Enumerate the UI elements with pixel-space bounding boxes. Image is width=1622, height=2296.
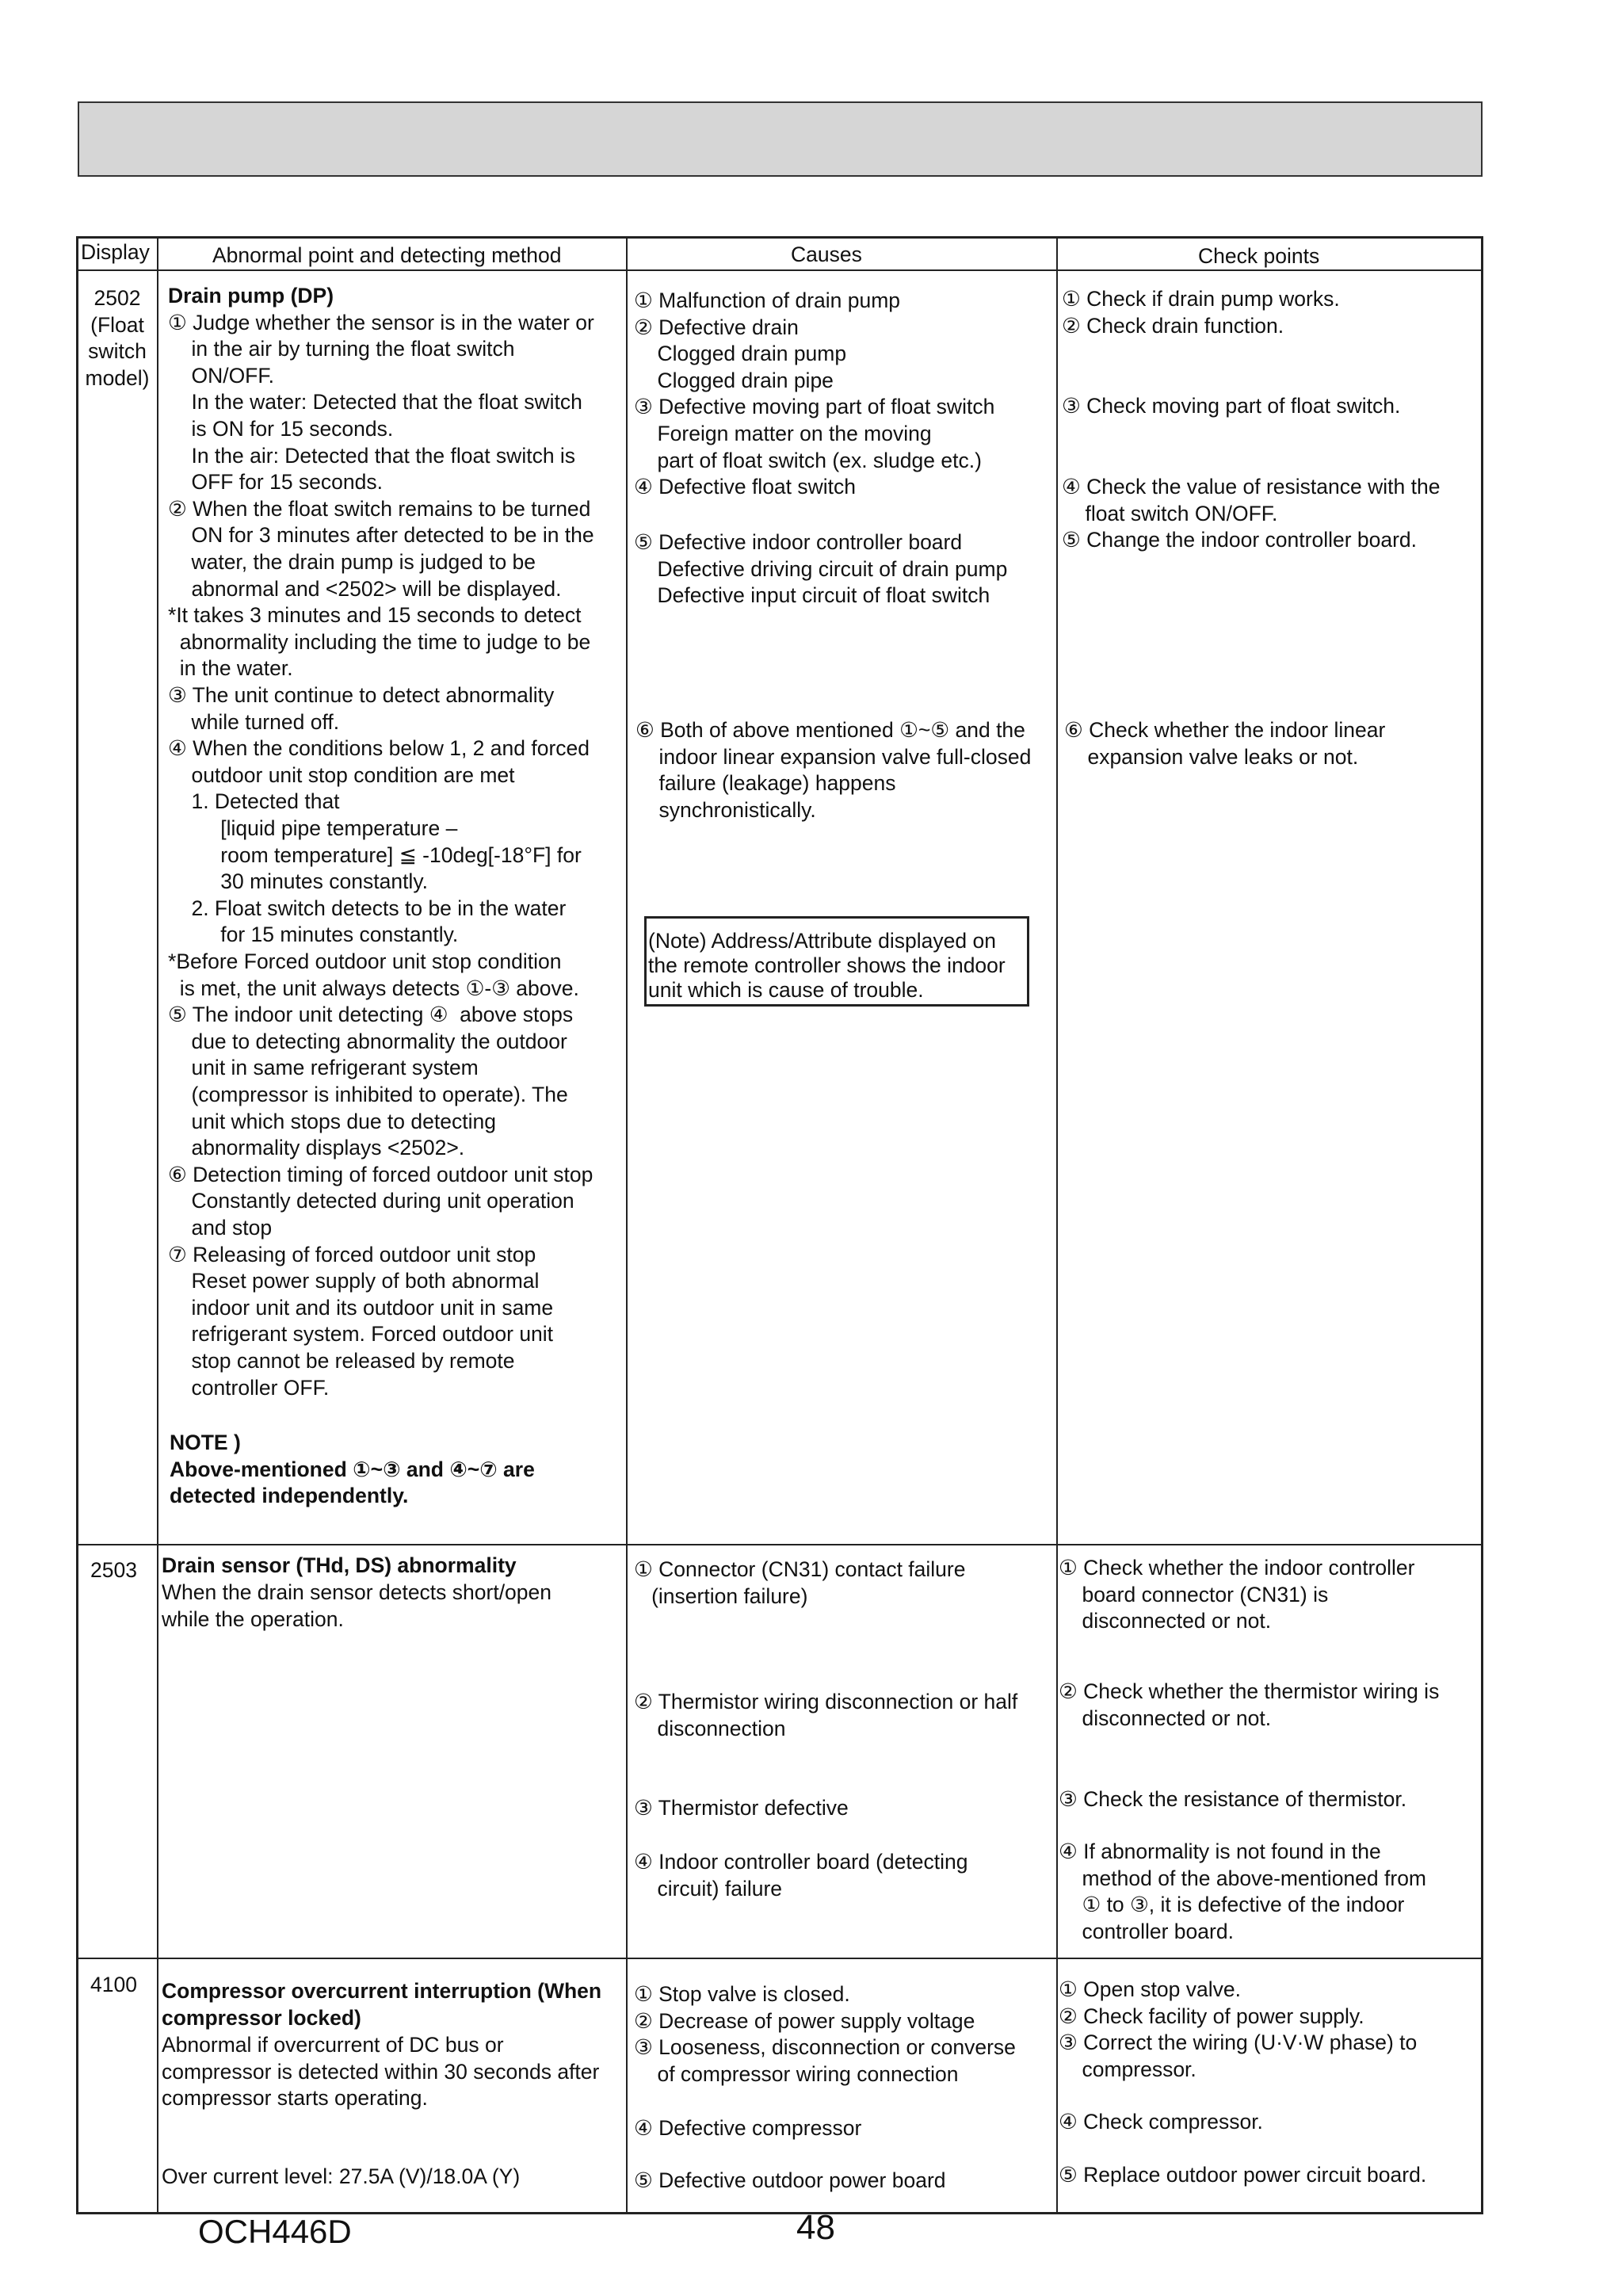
row-2502-check-d-line: expansion valve leaks or not. <box>1064 744 1359 769</box>
row-2502-abnormal-line: ON/OFF. <box>168 363 274 388</box>
row-2502-abnormal-line: is met, the unit always detects ①-③ above. <box>168 976 579 1000</box>
row-2502-note-line: NOTE ) <box>170 1431 241 1454</box>
row-2503-check-4-line: controller board. <box>1059 1919 1234 1943</box>
row-2502-abnormal-line: ③ The unit continue to detect abnormality <box>168 683 555 707</box>
row-4100-check-2-line: ④ Check compressor. <box>1059 2110 1263 2134</box>
header-check-points: Check points <box>1198 244 1320 268</box>
row-2502-abnormal-line: controller OFF. <box>168 1375 330 1400</box>
row-4100-causes-1-line: of compressor wiring connection <box>634 2061 959 2086</box>
table-top-border <box>76 236 1483 239</box>
row-2503-check-4-line: ① to ③, it is defective of the indoor <box>1059 1893 1405 1917</box>
row-4100-abnormal-line: Abnormal if overcurrent of DC bus or <box>162 2033 504 2057</box>
row-2502-note-line: Above-mentioned ①~③ and ④~⑦ are <box>170 1457 535 1481</box>
row-2502-abnormal-line: outdoor unit stop condition are met <box>168 762 515 787</box>
row-divider-2503 <box>76 1958 1483 1959</box>
row-2502-abnormal-line: In the water: Detected that the float switch <box>168 390 582 415</box>
row-2503-check-4-line: method of the above-mentioned from <box>1059 1866 1427 1890</box>
header-abnormal: Abnormal point and detecting method <box>212 243 562 267</box>
row-2502-abnormal-line: ② When the float switch remains to be turned <box>168 496 591 521</box>
row-4100-check-1-line: ① Open stop valve. <box>1059 1977 1241 2001</box>
row-2503-check-3-line: ③ Check the resistance of thermistor. <box>1059 1787 1407 1811</box>
row-2502-abnormal-line: *It takes 3 minutes and 15 seconds to detect <box>168 603 582 628</box>
row-2502-abnormal-line: ⑦ Releasing of forced outdoor unit stop <box>168 1242 536 1266</box>
row-2503-causes-1-line: ① Connector (CN31) contact failure <box>634 1557 966 1581</box>
col-divider-2 <box>626 236 628 2214</box>
row-2503-display: 2503 <box>90 1558 137 1582</box>
row-2502-abnormal-line: 30 minutes constantly. <box>168 869 428 894</box>
row-2502-causes-a-line: ② Defective drain <box>634 315 799 339</box>
table-left-border <box>76 236 78 2214</box>
row-2502-causes-c-line: indoor linear expansion valve full-closed <box>635 744 1032 769</box>
row-2502-abnormal-line: Drain pump (DP) <box>168 284 334 308</box>
row-2502-causes-c-line: failure (leakage) happens <box>635 771 896 796</box>
row-2502-abnormal-line: In the air: Detected that the float switch is <box>168 443 576 468</box>
row-2503-causes-3-line: ③ Thermistor defective <box>634 1796 849 1820</box>
row-2502-abnormal-line: and stop <box>168 1216 273 1240</box>
row-4100-causes-3-line: ⑤ Defective outdoor power board <box>634 2168 946 2192</box>
row-2502-abnormal-line: abnormality including the time to judge to be <box>168 629 591 654</box>
row-2503-abnormal-line: while the operation. <box>162 1606 344 1631</box>
row-2502-abnormal-line: 2. Float switch detects to be in the water <box>168 896 567 920</box>
row-2502-causes-a-line: part of float switch (ex. sludge etc.) <box>634 448 982 472</box>
row-2502-check-c-line: ⑤ Change the indoor controller board. <box>1062 528 1418 552</box>
row-2502-abnormal-line: water, the drain pump is judged to be <box>168 550 536 574</box>
header-causes: Causes <box>791 243 862 266</box>
row-2502-causes-a-line: Clogged drain pipe <box>634 368 834 392</box>
row-2503-causes-2-line: ② Thermistor wiring disconnection or half <box>634 1690 1018 1713</box>
row-2503-check-2-line: disconnected or not. <box>1059 1706 1272 1730</box>
header-band <box>78 101 1483 177</box>
row-2503-check-1-line: ① Check whether the indoor controller <box>1059 1556 1415 1580</box>
row-2502-abnormal-line: ① Judge whether the sensor is in the water or <box>168 310 594 334</box>
row-4100-causes-2-line: ④ Defective compressor <box>634 2116 862 2140</box>
row-4100-overcurrent-level: Over current level: 27.5A (V)/18.0A (Y) <box>162 2164 521 2188</box>
row-2502-abnormal-line: stop cannot be released by remote <box>168 1349 515 1373</box>
row-2502-abnormal-line: is ON for 15 seconds. <box>168 417 394 441</box>
row-2502-display-line: (Float <box>90 312 144 337</box>
row-2502-check-a-line: ① Check if drain pump works. <box>1062 287 1340 311</box>
row-2502-abnormal-line: in the air by turning the float switch <box>168 337 515 361</box>
row-2502-abnormal-line: unit which stops due to detecting <box>168 1109 496 1133</box>
row-4100-causes-1-line: ③ Looseness, disconnection or converse <box>634 2035 1016 2060</box>
row-2503-check-1-line: board connector (CN31) is <box>1059 1582 1329 1606</box>
row-4100-causes-1-line: ① Stop valve is closed. <box>634 1982 850 2006</box>
row-2502-check-a-line: ② Check drain function. <box>1062 313 1284 338</box>
row-2502-abnormal-line: while turned off. <box>168 709 340 734</box>
row-2502-abnormal-line: abnormality displays <2502>. <box>168 1136 465 1160</box>
row-2502-abnormal-line: in the water. <box>168 656 293 681</box>
footer-model-code: OCH446D <box>198 2213 352 2250</box>
row-4100-check-1-line: compressor. <box>1059 2057 1196 2081</box>
row-2502-causes-note-line: the remote controller shows the indoor <box>648 953 1006 977</box>
row-2502-causes-b-line: Defective driving circuit of drain pump <box>634 556 1008 581</box>
row-2502-abnormal-line: unit in same refrigerant system <box>168 1056 479 1080</box>
row-2502-check-d-line: ⑥ Check whether the indoor linear <box>1064 718 1386 742</box>
row-2502-display-line: model) <box>85 365 150 390</box>
row-2502-abnormal-line: 1. Detected that <box>168 789 340 814</box>
row-divider-2502 <box>76 1544 1483 1545</box>
row-2502-causes-note-line: (Note) Address/Attribute displayed on <box>648 929 996 953</box>
footer-page-number: 48 <box>796 2208 835 2247</box>
row-2503-causes-2-line: disconnection <box>634 1716 786 1740</box>
row-2503-check-4-line: ④ If abnormality is not found in the <box>1059 1839 1381 1863</box>
row-2503-check-2-line: ② Check whether the thermistor wiring is <box>1059 1679 1440 1703</box>
row-2502-abnormal-line: abnormal and <2502> will be displayed. <box>168 576 562 601</box>
row-2502-abnormal-line: ON for 3 minutes after detected to be in the <box>168 523 594 548</box>
row-4100-abnormal-title-line: Compressor overcurrent interruption (When <box>162 1979 602 2003</box>
row-2502-check-c-line: ④ Check the value of resistance with the <box>1062 475 1441 499</box>
row-4100-display: 4100 <box>90 1973 137 1996</box>
row-2502-abnormal-line: ⑥ Detection timing of forced outdoor unit stop <box>168 1162 593 1186</box>
row-2502-abnormal-line: for 15 minutes constantly. <box>168 923 459 947</box>
row-2502-abnormal-line: refrigerant system. Forced outdoor unit <box>168 1322 554 1347</box>
row-2503-abnormal-line: When the drain sensor detects short/open <box>162 1580 552 1604</box>
row-2502-causes-c-line: synchronistically. <box>635 797 816 822</box>
row-2502-abnormal-line: indoor unit and its outdoor unit in same <box>168 1295 554 1320</box>
row-2502-display-line: switch <box>88 339 147 364</box>
row-4100-check-1-line: ③ Correct the wiring (U·V·W phase) to <box>1059 2030 1418 2055</box>
row-2503-causes-4-line: ④ Indoor controller board (detecting <box>634 1850 968 1874</box>
row-2503-check-1-line: disconnected or not. <box>1059 1609 1272 1633</box>
row-2502-abnormal-line: due to detecting abnormality the outdoor <box>168 1029 567 1053</box>
row-2502-display-line: 2502 <box>94 286 141 310</box>
row-2502-causes-a-line: ③ Defective moving part of float switch <box>634 395 995 419</box>
row-2503-causes-1-line: (insertion failure) <box>634 1584 808 1608</box>
header-display: Display <box>81 240 150 264</box>
row-2502-abnormal-line: ④ When the conditions below 1, 2 and forced <box>168 736 590 761</box>
row-4100-abnormal-line: compressor is detected within 30 seconds after <box>162 2059 600 2084</box>
row-2502-causes-c-line: ⑥ Both of above mentioned ①~⑤ and the <box>635 718 1025 742</box>
row-4100-check-1-line: ② Check facility of power supply. <box>1059 2004 1364 2028</box>
row-2502-abnormal-line: [liquid pipe temperature – <box>168 816 458 840</box>
row-2502-abnormal-line: Reset power supply of both abnormal <box>168 1269 540 1293</box>
row-2502-note-line: detected independently. <box>170 1484 409 1508</box>
row-2503-abnormal-title: Drain sensor (THd, DS) abnormality <box>162 1553 517 1577</box>
row-2503-causes-4-line: circuit) failure <box>634 1876 783 1901</box>
row-2502-causes-a-line: ④ Defective float switch <box>634 475 857 499</box>
row-4100-causes-1-line: ② Decrease of power supply voltage <box>634 2008 975 2033</box>
row-4100-check-3-line: ⑤ Replace outdoor power circuit board. <box>1059 2163 1427 2187</box>
row-4100-abnormal-title-line: compressor locked) <box>162 2005 361 2030</box>
row-2502-causes-a-line: Foreign matter on the moving <box>634 422 932 445</box>
row-2502-abnormal-line: OFF for 15 seconds. <box>168 470 383 495</box>
table-right-border <box>1481 236 1483 2214</box>
col-divider-1 <box>157 236 158 2214</box>
col-divider-3 <box>1056 236 1058 2214</box>
row-2502-causes-note-line: unit which is cause of trouble. <box>648 978 924 1002</box>
row-2502-abnormal-line: (compressor is inhibited to operate). The <box>168 1083 568 1106</box>
row-4100-abnormal-line: compressor starts operating. <box>162 2086 428 2111</box>
row-2502-abnormal-line: Constantly detected during unit operation <box>168 1189 574 1213</box>
row-2502-causes-a-line: ① Malfunction of drain pump <box>634 288 901 312</box>
row-2502-abnormal-line: ⑤ The indoor unit detecting ④ above stops <box>168 1003 574 1027</box>
row-2502-check-b-line: ③ Check moving part of float switch. <box>1062 394 1401 418</box>
row-2502-abnormal-line: room temperature] ≦ -10deg[-18°F] for <box>168 842 582 867</box>
row-2502-causes-b-line: ⑤ Defective indoor controller board <box>634 530 963 554</box>
row-2502-check-c-line: float switch ON/OFF. <box>1062 501 1278 525</box>
row-2502-abnormal-line: *Before Forced outdoor unit stop condition <box>168 949 562 973</box>
row-2502-causes-b-line: Defective input circuit of float switch <box>634 583 990 608</box>
row-2502-causes-a-line: Clogged drain pump <box>634 342 847 366</box>
